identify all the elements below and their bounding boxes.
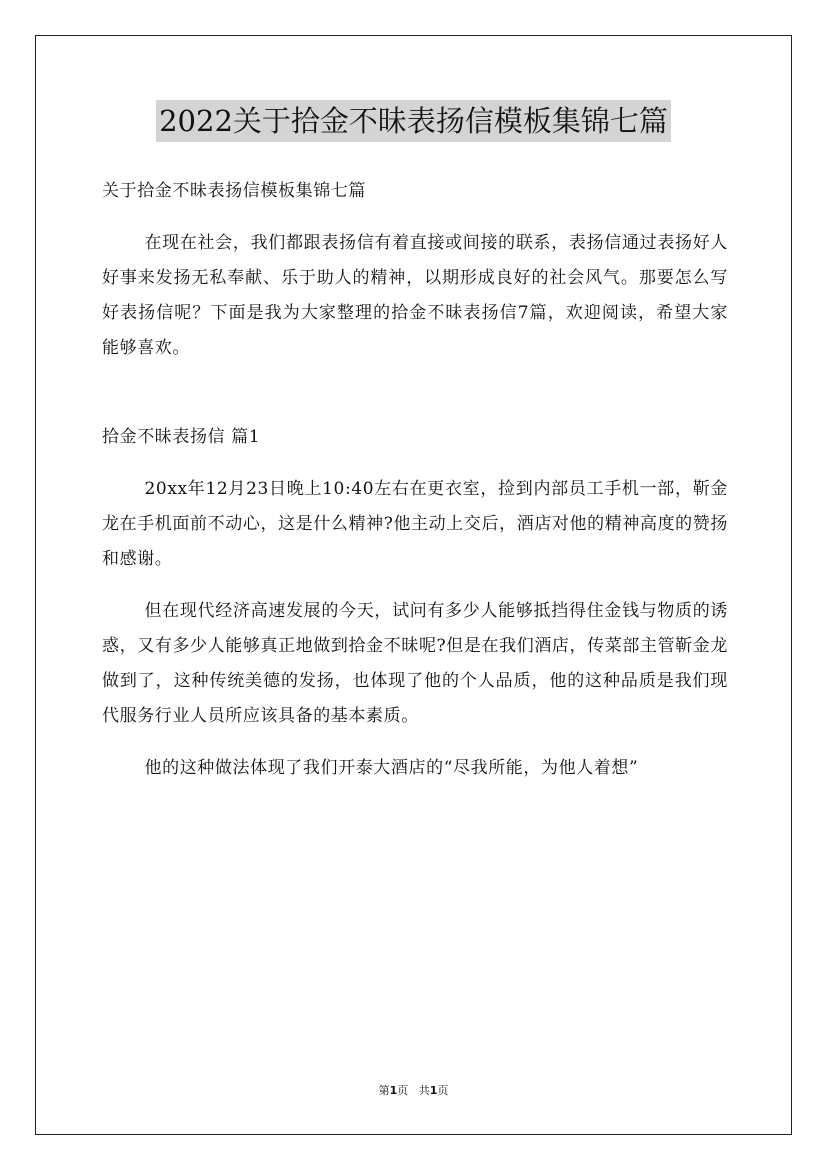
page-footer bbox=[0, 1082, 827, 1098]
spacer bbox=[102, 455, 728, 472]
body-paragraph: 但在现代经济高速发展的今天，试问有多少人能够抵挡得住金钱与物质的诱惑，又有多少人能够真正地做到拾金不昧呢?但是在我们酒店，传菜部主管靳金龙做到了，这种传统美德的发扬，也体现了他的个人品质，他的这种品质是我们现代服务行业人员所应该具备的基本素质。 bbox=[102, 601, 728, 726]
document-body bbox=[102, 174, 728, 786]
page-number: 1 bbox=[389, 1084, 398, 1097]
body-paragraph: 20xx年12月23日晚上10:40左右在更衣室，捡到内部员工手机一部，靳金龙在手机面前不动心，这是什么精神?他主动上交后，酒店对他的精神高度的赞扬和感谢。 bbox=[102, 479, 728, 569]
total-prefix: 共 bbox=[418, 1084, 430, 1097]
spacer bbox=[102, 577, 728, 594]
page-suffix: 页 bbox=[397, 1084, 409, 1097]
spacer bbox=[102, 209, 728, 226]
body-paragraph: 他的这种做法体现了我们开泰大酒店的“尽我所能，为他人着想” bbox=[144, 758, 639, 778]
total-suffix: 页 bbox=[437, 1084, 449, 1097]
intro-paragraph: 在现在社会，我们都跟表扬信有着直接或间接的联系，表扬信通过表扬好人好事来发扬无私奉献、乐于助人的精神，以期形成良好的社会风气。那要怎么写好表扬信呢？下面是我为大家整理的拾金不昧表扬信7篇，欢迎阅读，希望大家能够喜欢。 bbox=[102, 233, 728, 358]
document-subtitle: 关于拾金不昧表扬信模板集锦七篇 bbox=[102, 181, 366, 201]
spacer bbox=[102, 366, 728, 420]
spacer bbox=[102, 734, 728, 751]
total-pages: 1 bbox=[429, 1084, 438, 1097]
section-heading: 拾金不昧表扬信 篇1 bbox=[102, 427, 261, 447]
document-title: 2022关于拾金不昧表扬信模板集锦七篇 bbox=[156, 100, 671, 142]
page-prefix: 第 bbox=[378, 1084, 390, 1097]
title-area bbox=[0, 100, 827, 142]
